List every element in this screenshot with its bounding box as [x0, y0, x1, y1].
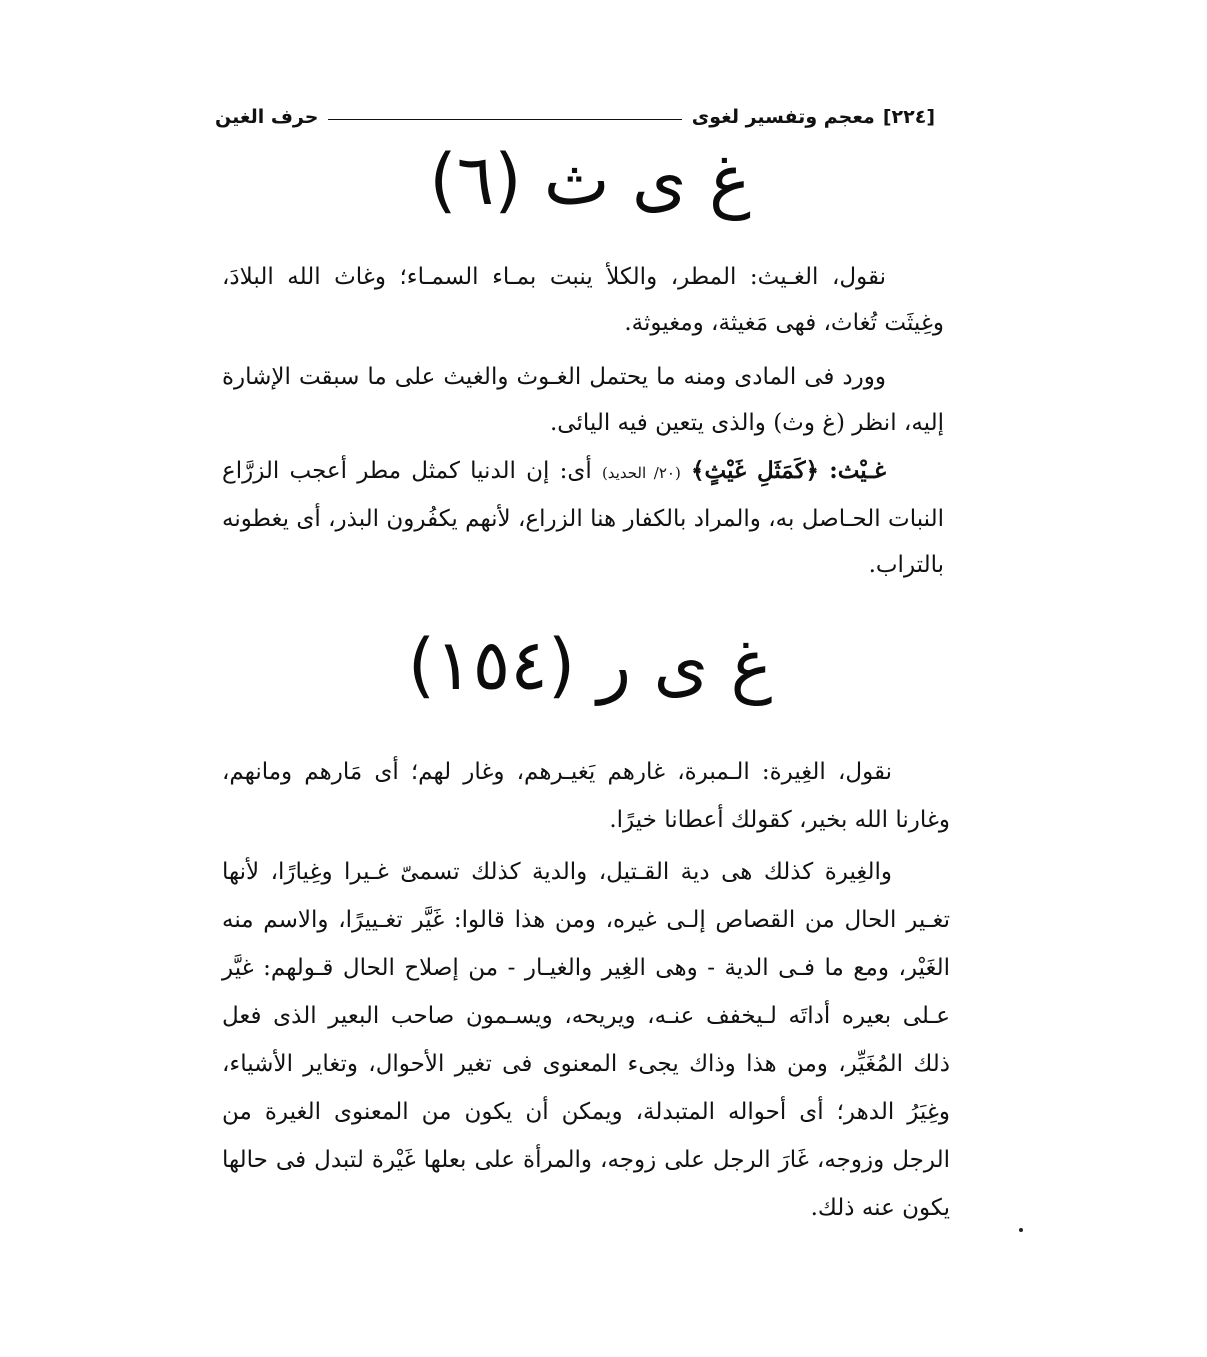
paragraph-body: أى: إن الدنيا كمثل مطر أعجب الزرَّاع النبات الحـاصل به، والمراد بالكفار هنا الزراع، لأنهم يكفُرون البذر، أى يغطونه بالتراب. — [222, 458, 944, 578]
root-heading-ghayr: غ ى ر (١٥٤) — [407, 624, 773, 706]
entry-paragraph: نقول، الغِيرة: الـمبرة، غارهم يَغيـرهم، وغار لهم؛ أى مَارهم ومانهم، وغارنا الله بخير، كقولك أعطانا خيرًا. — [222, 759, 950, 833]
entry-paragraph: نقول، الغـيث: المطر، والكلأ ينبت بمـاء السمـاء؛ وغاث الله البلادَ، وغِيثَت تُغاث، فهى مَغيثة، ومغيوثة. — [222, 264, 944, 336]
headword: غـيْث: — [829, 457, 887, 484]
header-rule — [328, 119, 681, 120]
scan-speck — [1019, 1228, 1023, 1232]
root-heading-ghayth: غ ى ث (٦) — [429, 139, 751, 221]
quran-quote: ﴿كَمَثَلِ غَيْثٍ﴾ — [691, 457, 820, 484]
entry-paragraph: وورد فى المادى ومنه ما يحتمل الغـوث والغيث على ما سبقت الإشارة إليه، انظر (غ وث) والذى يتعين فيه اليائى. — [222, 364, 944, 436]
book-title: معجم وتفسير لغوى — [691, 106, 875, 128]
page-number: [٢٢٤] — [882, 106, 935, 128]
quran-reference: (٢٠/ الحديد) — [601, 464, 681, 482]
running-header — [215, 100, 935, 134]
entry-paragraph — [222, 448, 944, 588]
section-name: حرف الغين — [215, 106, 319, 128]
entry-paragraph: والغِيرة كذلك هى دية القـتيل، والدية كذلك تسمىّ غـيرا وغِيارًا، لأنها تغـير الحال من القصاص إلـى غيره، ومن هذا قالوا: غَيَّر تغـييرًا، والاسم منه الغَيْر، ومع ما فـى الدية - وهى الغِير والغيـار - من إصلاح الحال قـولهم: غيَّر عـلى بعيره أداتَه لـيخفف عنـه، ويريحه، ويسـمون صاحب البعير الذى فعل ذلك المُغَيِّر، ومن هذا وذاك يجىء المعنوى فى تغير الأحوال، وتغاير الأشياء، وغِيَرُ الدهر؛ أى أحواله المتبدلة، ويمكن أن يكون من المعنوى الغيرة من الرجل وزوجه، غَارَ الرجل على زوجه، والمرأة على بعلها غَيْرة لتبدل فى حالها يكون عنه ذلك. — [222, 859, 950, 1221]
